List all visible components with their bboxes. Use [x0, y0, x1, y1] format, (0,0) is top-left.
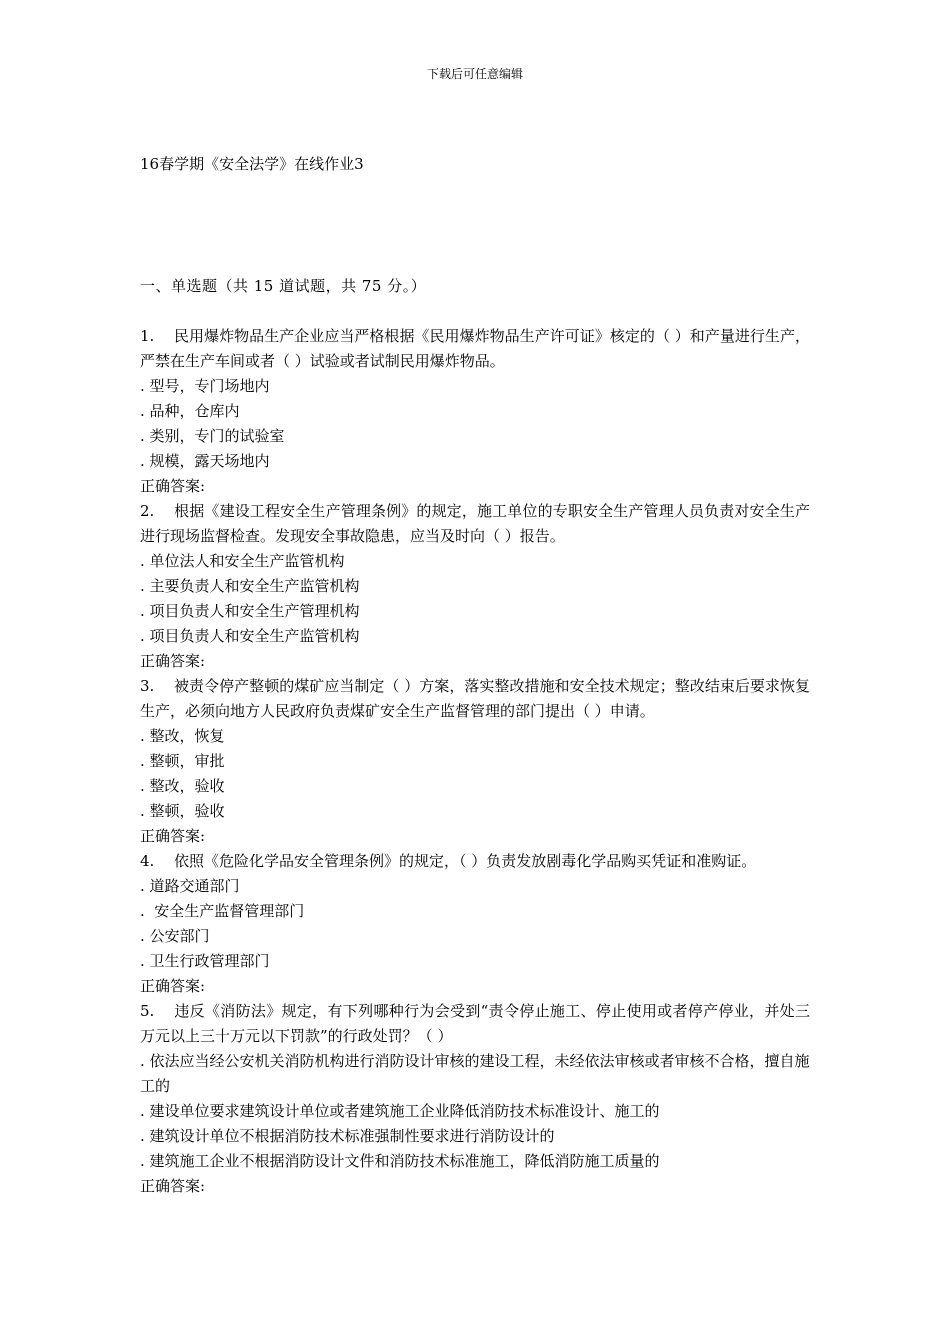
question-4 [140, 849, 810, 999]
option: . 项目负责人和安全生产管理机构 [140, 602, 360, 620]
option: . 依法应当经公安机关消防机构进行消防设计审核的建设工程，未经依法审核或者审核不合格，擅自施工的 [140, 1052, 810, 1095]
question-stem: 被责令停产整顿的煤矿应当制定（ ）方案，落实整改措施和安全技术规定；整改结束后要求恢复生产，必须向地方人民政府负责煤矿安全生产监督管理的部门提出（ ）申请。 [140, 677, 810, 720]
option: . 品种，仓库内 [140, 402, 240, 420]
question-list [140, 324, 810, 1199]
option: . 卫生行政管理部门 [140, 952, 270, 970]
answer-label: 正确答案: [140, 1177, 206, 1195]
option: . 整顿，审批 [140, 752, 225, 770]
question-stem: 民用爆炸物品生产企业应当严格根据《民用爆炸物品生产许可证》核定的（ ）和产量进行生产，严禁在生产车间或者（ ）试验或者试制民用爆炸物品。 [140, 327, 810, 370]
option: . 道路交通部门 [140, 877, 240, 895]
question-stem: 违反《消防法》规定，有下列哪种行为会受到“责令停止施工、停止使用或者停产停业，并处三万元以上三十万元以下罚款”的行政处罚？（ ） [140, 1002, 810, 1045]
header-note: 下载后可任意编辑 [426, 67, 523, 81]
question-5 [140, 999, 810, 1199]
option: . 整改，验收 [140, 777, 225, 795]
answer-label: 正确答案: [140, 827, 206, 845]
option: . 安全生产监督管理部门 [140, 902, 305, 920]
option: . 单位法人和安全生产监管机构 [140, 552, 345, 570]
question-number: 4. [140, 852, 155, 870]
option: . 项目负责人和安全生产监管机构 [140, 627, 360, 645]
question-number: 5. [140, 1002, 155, 1020]
question-3 [140, 674, 810, 849]
question-1 [140, 324, 810, 499]
option: . 建筑设计单位不根据消防技术标准强制性要求进行消防设计的 [140, 1127, 555, 1145]
option: . 建设单位要求建筑设计单位或者建筑施工企业降低消防技术标准设计、施工的 [140, 1102, 660, 1120]
option: . 整顿，验收 [140, 802, 225, 820]
answer-label: 正确答案: [140, 652, 206, 670]
option: . 整改，恢复 [140, 727, 225, 745]
option: . 建筑施工企业不根据消防设计文件和消防技术标准施工，降低消防施工质量的 [140, 1152, 660, 1170]
section-heading: 一、单选题（共 15 道试题，共 75 分。） [140, 277, 427, 295]
question-number: 2. [140, 502, 155, 520]
option: . 主要负责人和安全生产监管机构 [140, 577, 360, 595]
answer-label: 正确答案: [140, 977, 206, 995]
question-stem: 根据《建设工程安全生产管理条例》的规定，施工单位的专职安全生产管理人员负责对安全生产进行现场监督检查。发现安全事故隐患，应当及时向（ ）报告。 [140, 502, 810, 545]
question-2 [140, 499, 810, 674]
option: . 公安部门 [140, 927, 210, 945]
option: . 型号，专门场地内 [140, 377, 270, 395]
question-stem: 依照《危险化学品安全管理条例》的规定，（ ）负责发放剧毒化学品购买凭证和准购证。 [174, 852, 757, 870]
question-number: 3. [140, 677, 155, 695]
question-number: 1. [140, 327, 155, 345]
answer-label: 正确答案: [140, 477, 206, 495]
option: . 类别，专门的试验室 [140, 427, 285, 445]
document-title: 16春学期《安全法学》在线作业3 [140, 155, 364, 173]
option: . 规模，露天场地内 [140, 452, 270, 470]
